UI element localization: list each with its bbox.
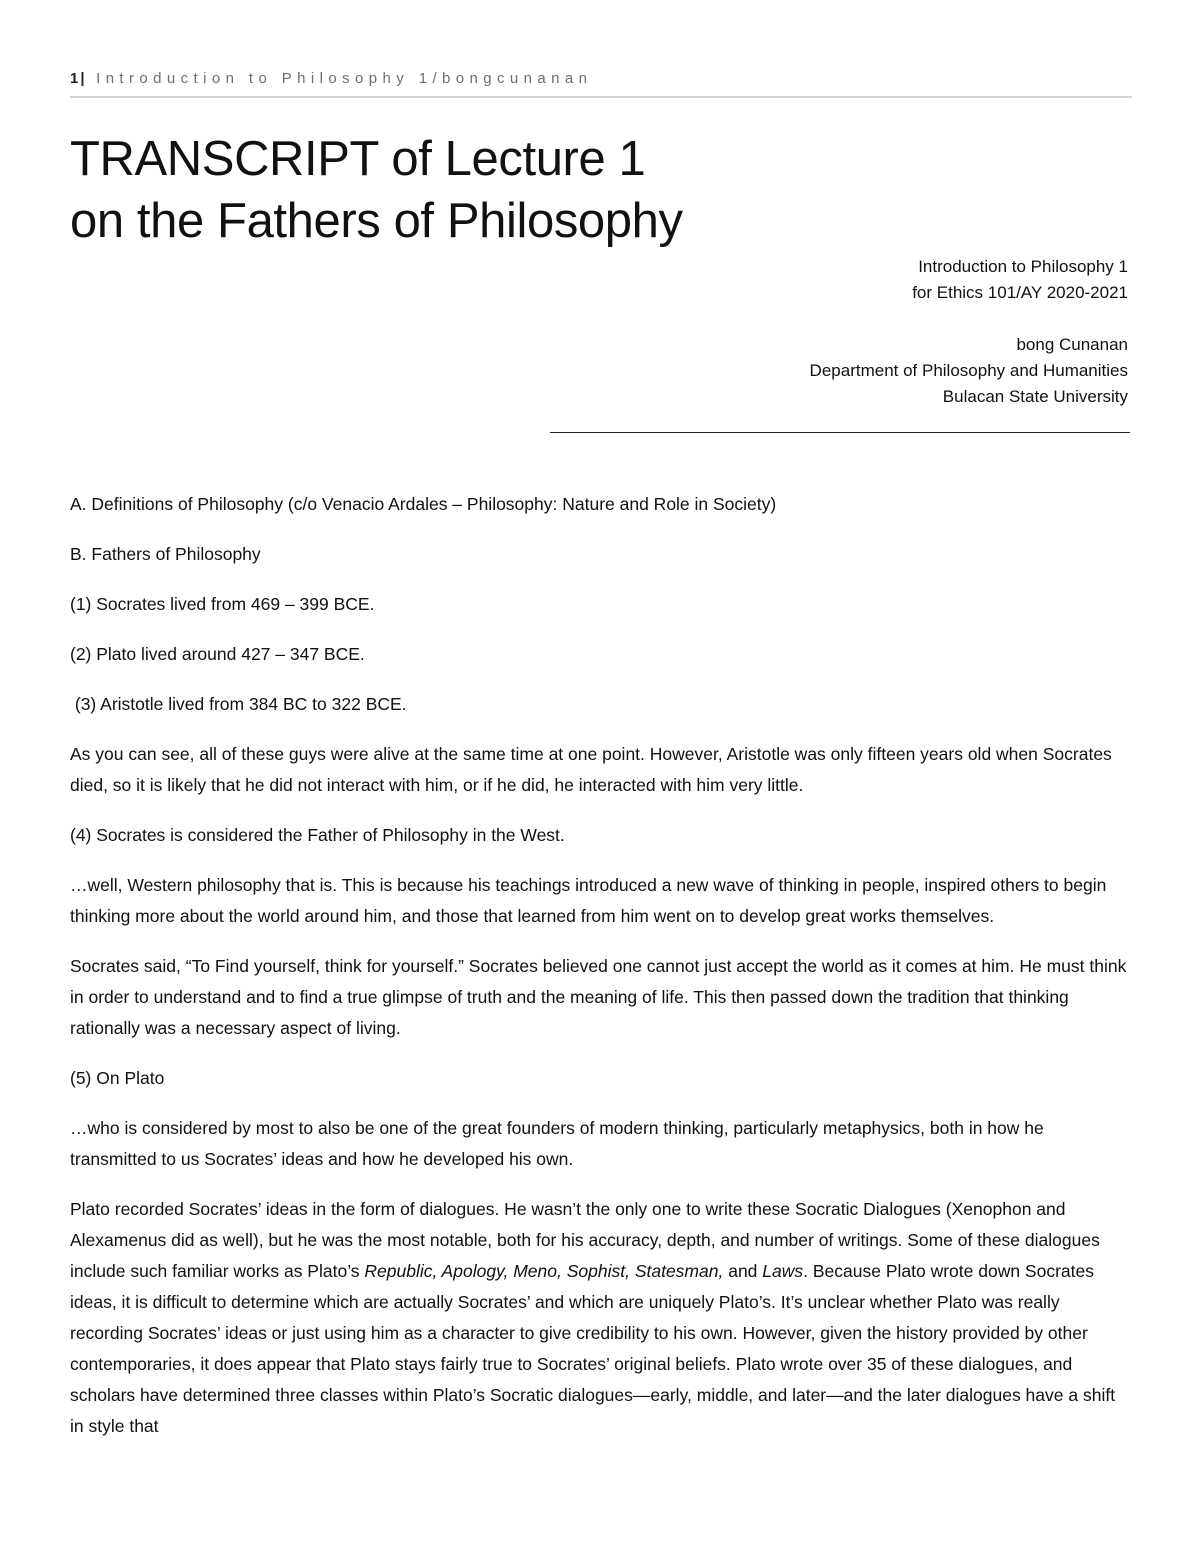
dialogues-and: and [723, 1261, 763, 1281]
meta-spacer [810, 306, 1128, 332]
item-plato-dates: (2) Plato lived around 427 – 347 BCE. [70, 644, 365, 664]
course-meta [810, 254, 1128, 410]
running-title: Introduction to Philosophy 1/bongcunanan [96, 70, 593, 87]
title-line-2: on the Fathers of Philosophy [70, 194, 683, 248]
university-name: Bulacan State University [942, 387, 1128, 406]
paragraph-alive: As you can see, all of these guys were alive at the same time at one point. However, Aristotle was only fifteen years old when Socrates died, so it is likely that he did not interact with him, or if he did, he interacted with him very little. [70, 744, 1112, 795]
author-name: bong Cunanan [1016, 335, 1128, 354]
document-body [70, 489, 1130, 1461]
meta-divider [550, 432, 1130, 433]
paragraph-western: …well, Western philosophy that is. This is because his teachings introduced a new wave of thinking in people, inspired others to begin thinking more about the world around him, and those that learned from him went on to develop great works themselves. [70, 875, 1107, 926]
course-term: for Ethics 101/AY 2020-2021 [912, 283, 1128, 302]
dialogues-text-1: Plato recorded Socrates’ ideas in the form of dialogues. He wasn’t the only one to write these Socratic Dialogues (Xenophon and Alexamenus did as well), but he was the most notable, both for his accuracy, depth, and number of writings. Some of these dialogues include such familiar works as Plato’s [70, 1199, 1100, 1281]
title-line-1: TRANSCRIPT of Lecture 1 [70, 132, 646, 186]
paragraph-dialogues [70, 1194, 1130, 1442]
item-on-plato: (5) On Plato [70, 1068, 165, 1088]
paragraph-socrates-said: Socrates said, “To Find yourself, think for yourself.” Socrates believed one cannot just accept the world as it comes at him. He must think in order to understand and to find a true glimpse of truth and the meaning of life. This then passed down the tradition that thinking rationally was a necessary aspect of living. [70, 956, 1127, 1038]
section-b-heading: B. Fathers of Philosophy [70, 544, 261, 564]
dialogues-works: Republic, Apology, Meno, Sophist, Statesman, [364, 1261, 724, 1281]
running-header [70, 70, 1132, 98]
header-separator: | [80, 70, 87, 87]
document-title [70, 128, 683, 252]
item-socrates-father: (4) Socrates is considered the Father of Philosophy in the West. [70, 825, 565, 845]
item-aristotle-dates: (3) Aristotle lived from 384 BC to 322 BCE. [70, 694, 407, 714]
department-name: Department of Philosophy and Humanities [809, 361, 1128, 380]
item-socrates-dates: (1) Socrates lived from 469 – 399 BCE. [70, 594, 375, 614]
dialogues-laws: Laws [762, 1261, 804, 1281]
section-a-heading: A. Definitions of Philosophy (c/o Venacio Ardales – Philosophy: Nature and Role in Society) [70, 494, 777, 514]
page-number: 1 [70, 70, 81, 87]
paragraph-plato-founder: …who is considered by most to also be one of the great founders of modern thinking, particularly metaphysics, both in how he transmitted to us Socrates’ ideas and how he developed his own. [70, 1118, 1044, 1169]
course-name: Introduction to Philosophy 1 [918, 257, 1128, 276]
dialogues-text-2: . Because Plato wrote down Socrates ideas, it is difficult to determine which are actually Socrates’ and which are uniquely Plato’s. It’s unclear whether Plato was really recording Socrates’ ideas or just using him as a character to give credibility to his own. However, given the history provided by other contemporaries, it does appear that Plato stays fairly true to Socrates’ original beliefs. Plato wrote over 35 of these dialogues, and scholars have determined three classes within Plato’s Socratic dialogues—early, middle, and later—and the later dialogues have a shift in style that [70, 1261, 1116, 1436]
